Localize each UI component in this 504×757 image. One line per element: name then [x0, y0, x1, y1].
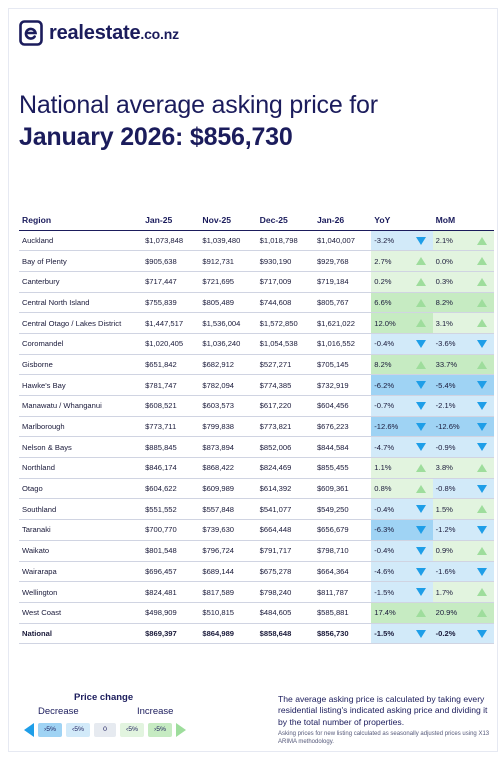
cell-jan25: $700,770 — [142, 520, 199, 541]
cell-mom-value: -12.6% — [435, 422, 460, 432]
cell-mom-value: -0.2% — [435, 628, 456, 638]
cell-jan26: $719,184 — [314, 271, 371, 292]
brand-logo[interactable] — [19, 20, 179, 46]
down-arrow-icon — [477, 485, 487, 493]
cell-region: Coromandel — [19, 333, 142, 354]
cell-mom — [433, 396, 494, 417]
up-arrow-icon — [477, 588, 487, 596]
cell-yoy-value: 6.6% — [374, 297, 392, 307]
cell-nov25: $557,848 — [199, 499, 256, 520]
cell-yoy — [371, 354, 432, 375]
up-arrow-icon — [416, 609, 426, 617]
table-row — [19, 458, 494, 479]
cell-yoy-value: -4.7% — [374, 442, 395, 452]
cell-dec25: $527,271 — [257, 354, 314, 375]
cell-dec25: $541,077 — [257, 499, 314, 520]
header-dec25: Dec-25 — [257, 210, 314, 230]
up-arrow-icon — [416, 485, 426, 493]
brand-name: realestate — [49, 21, 141, 44]
table-row — [19, 437, 494, 458]
cell-yoy-value: 8.2% — [374, 359, 392, 369]
cell-nov25: $817,589 — [199, 582, 256, 603]
down-arrow-icon — [477, 443, 487, 451]
cell-yoy-value: -0.4% — [374, 546, 395, 556]
cell-yoy-value: -6.2% — [374, 380, 395, 390]
cell-mom — [433, 292, 494, 313]
header-nov25: Nov-25 — [199, 210, 256, 230]
cell-mom-value: -0.9% — [435, 442, 456, 452]
cell-yoy — [371, 396, 432, 417]
down-arrow-icon — [477, 568, 487, 576]
cell-region: National — [19, 623, 142, 644]
cell-yoy — [371, 499, 432, 520]
table-row — [19, 602, 494, 623]
up-arrow-icon — [477, 547, 487, 555]
cell-nov25: $1,536,004 — [199, 313, 256, 334]
down-arrow-icon — [416, 588, 426, 596]
cell-jan26: $676,223 — [314, 416, 371, 437]
down-arrow-icon — [416, 237, 426, 245]
down-arrow-icon — [477, 423, 487, 431]
cell-dec25: $791,717 — [257, 540, 314, 561]
up-arrow-icon — [416, 299, 426, 307]
cell-nov25: $796,724 — [199, 540, 256, 561]
down-arrow-icon — [477, 340, 487, 348]
legend-cell-strong-increase: ›5% — [148, 723, 172, 737]
cell-mom-value: -2.1% — [435, 401, 456, 411]
infographic-card — [8, 8, 498, 752]
cell-mom-value: 8.2% — [435, 297, 453, 307]
cell-jan25: $551,552 — [142, 499, 199, 520]
cell-jan26: $1,016,552 — [314, 333, 371, 354]
down-arrow-icon — [416, 402, 426, 410]
cell-jan25: $1,447,517 — [142, 313, 199, 334]
price-change-legend — [24, 722, 186, 737]
table-row — [19, 271, 494, 292]
cell-mom-value: 20.9% — [435, 608, 458, 618]
cell-mom — [433, 602, 494, 623]
cell-jan26: $705,145 — [314, 354, 371, 375]
cell-yoy-value: -1.5% — [374, 628, 395, 638]
cell-region: Central North Island — [19, 292, 142, 313]
cell-jan26: $856,730 — [314, 623, 371, 644]
cell-mom-value: 0.3% — [435, 277, 453, 287]
table-row — [19, 561, 494, 582]
up-arrow-icon — [416, 464, 426, 472]
legend-decrease-label: Decrease — [38, 706, 79, 717]
down-arrow-icon — [477, 402, 487, 410]
cell-dec25: $614,392 — [257, 478, 314, 499]
cell-jan25: $781,747 — [142, 375, 199, 396]
cell-mom — [433, 375, 494, 396]
table-row — [19, 540, 494, 561]
cell-mom-value: -1.2% — [435, 525, 456, 535]
cell-dec25: $824,469 — [257, 458, 314, 479]
logo-e-icon — [19, 20, 43, 46]
cell-jan26: $656,679 — [314, 520, 371, 541]
cell-yoy — [371, 251, 432, 272]
cell-mom-value: 0.9% — [435, 546, 453, 556]
cell-region: Hawke's Bay — [19, 375, 142, 396]
down-arrow-icon — [416, 340, 426, 348]
table-row — [19, 292, 494, 313]
cell-jan26: $855,455 — [314, 458, 371, 479]
cell-jan25: $885,845 — [142, 437, 199, 458]
cell-nov25: $1,036,240 — [199, 333, 256, 354]
cell-dec25: $717,009 — [257, 271, 314, 292]
cell-nov25: $739,630 — [199, 520, 256, 541]
cell-mom — [433, 458, 494, 479]
cell-nov25: $799,838 — [199, 416, 256, 437]
down-arrow-icon — [416, 443, 426, 451]
legend-increase-label: Increase — [137, 706, 174, 717]
down-arrow-icon — [416, 381, 426, 389]
cell-nov25: $782,094 — [199, 375, 256, 396]
cell-jan26: $844,584 — [314, 437, 371, 458]
cell-jan26: $1,040,007 — [314, 230, 371, 251]
cell-mom — [433, 416, 494, 437]
cell-yoy — [371, 520, 432, 541]
cell-dec25: $675,278 — [257, 561, 314, 582]
cell-yoy-value: -1.5% — [374, 587, 395, 597]
legend-cell-decrease: ‹5% — [66, 723, 90, 737]
cell-yoy-value: 2.7% — [374, 256, 392, 266]
up-arrow-icon — [416, 361, 426, 369]
cell-mom — [433, 540, 494, 561]
cell-dec25: $798,240 — [257, 582, 314, 603]
cell-yoy — [371, 292, 432, 313]
cell-jan25: $801,548 — [142, 540, 199, 561]
cell-region: Wairarapa — [19, 561, 142, 582]
cell-jan25: $755,839 — [142, 292, 199, 313]
header-jan25: Jan-25 — [142, 210, 199, 230]
cell-mom — [433, 623, 494, 644]
table-row — [19, 520, 494, 541]
header-region: Region — [19, 210, 142, 230]
cell-mom — [433, 520, 494, 541]
down-arrow-icon — [416, 505, 426, 513]
cell-jan25: $1,073,848 — [142, 230, 199, 251]
cell-nov25: $609,989 — [199, 478, 256, 499]
cell-jan26: $664,364 — [314, 561, 371, 582]
cell-mom — [433, 251, 494, 272]
increase-arrow-icon — [176, 723, 186, 737]
cell-yoy — [371, 375, 432, 396]
legend-title: Price change — [74, 692, 134, 703]
cell-jan26: $549,250 — [314, 499, 371, 520]
cell-yoy — [371, 582, 432, 603]
up-arrow-icon — [477, 609, 487, 617]
legend-cell-strong-decrease: ›5% — [38, 723, 62, 737]
table-row — [19, 230, 494, 251]
cell-yoy — [371, 478, 432, 499]
up-arrow-icon — [416, 319, 426, 327]
cell-region: Canterbury — [19, 271, 142, 292]
table-row — [19, 251, 494, 272]
cell-nov25: $721,695 — [199, 271, 256, 292]
up-arrow-icon — [416, 257, 426, 265]
cell-nov25: $510,815 — [199, 602, 256, 623]
cell-yoy-value: -3.2% — [374, 235, 395, 245]
cell-jan26: $798,710 — [314, 540, 371, 561]
up-arrow-icon — [416, 278, 426, 286]
down-arrow-icon — [416, 630, 426, 638]
table-row — [19, 623, 494, 644]
cell-nov25: $868,422 — [199, 458, 256, 479]
cell-region: Taranaki — [19, 520, 142, 541]
table-body — [19, 230, 494, 644]
table-row — [19, 499, 494, 520]
up-arrow-icon — [477, 278, 487, 286]
cell-yoy-value: 1.1% — [374, 463, 392, 473]
cell-mom-value: -0.8% — [435, 484, 456, 494]
down-arrow-icon — [416, 547, 426, 555]
cell-mom — [433, 478, 494, 499]
page-title-line1: National average asking price for — [19, 91, 378, 119]
table-row — [19, 582, 494, 603]
cell-mom — [433, 333, 494, 354]
cell-mom-value: 1.5% — [435, 504, 453, 514]
cell-mom-value: 33.7% — [435, 359, 458, 369]
cell-dec25: $774,385 — [257, 375, 314, 396]
table-row — [19, 354, 494, 375]
table-row — [19, 478, 494, 499]
cell-yoy — [371, 313, 432, 334]
cell-nov25: $603,573 — [199, 396, 256, 417]
cell-mom — [433, 271, 494, 292]
cell-nov25: $912,731 — [199, 251, 256, 272]
header-jan26: Jan-26 — [314, 210, 371, 230]
asking-price-table — [19, 210, 494, 644]
cell-jan26: $732,919 — [314, 375, 371, 396]
cell-jan26: $604,456 — [314, 396, 371, 417]
cell-nov25: $864,989 — [199, 623, 256, 644]
legend-cell-increase: ‹5% — [120, 723, 144, 737]
cell-dec25: $773,821 — [257, 416, 314, 437]
cell-mom — [433, 561, 494, 582]
cell-mom-value: 3.1% — [435, 318, 453, 328]
cell-mom-value: -5.4% — [435, 380, 456, 390]
cell-region: Auckland — [19, 230, 142, 251]
table-row — [19, 396, 494, 417]
cell-yoy — [371, 416, 432, 437]
down-arrow-icon — [416, 568, 426, 576]
cell-nov25: $805,489 — [199, 292, 256, 313]
cell-dec25: $664,448 — [257, 520, 314, 541]
cell-yoy-value: -12.6% — [374, 422, 399, 432]
cell-yoy-value: 17.4% — [374, 608, 396, 618]
up-arrow-icon — [477, 319, 487, 327]
cell-jan25: $846,174 — [142, 458, 199, 479]
cell-yoy — [371, 230, 432, 251]
cell-yoy-value: 12.0% — [374, 318, 396, 328]
cell-jan26: $1,621,022 — [314, 313, 371, 334]
cell-dec25: $1,054,538 — [257, 333, 314, 354]
cell-yoy — [371, 623, 432, 644]
cell-region: Wellington — [19, 582, 142, 603]
decrease-arrow-icon — [24, 723, 34, 737]
cell-mom — [433, 354, 494, 375]
cell-yoy-value: -0.4% — [374, 504, 395, 514]
cell-region: Nelson & Bays — [19, 437, 142, 458]
cell-jan25: $498,909 — [142, 602, 199, 623]
cell-jan25: $824,481 — [142, 582, 199, 603]
cell-yoy-value: 0.8% — [374, 484, 392, 494]
cell-nov25: $1,039,480 — [199, 230, 256, 251]
cell-jan25: $869,397 — [142, 623, 199, 644]
cell-mom-value: 3.8% — [435, 463, 453, 473]
up-arrow-icon — [477, 299, 487, 307]
cell-dec25: $852,006 — [257, 437, 314, 458]
table-row — [19, 416, 494, 437]
cell-yoy-value: -0.4% — [374, 339, 395, 349]
cell-yoy-value: -4.6% — [374, 566, 395, 576]
header-yoy: YoY — [371, 210, 432, 230]
methodology-footnote: Asking prices for new listing calculated as seasonally adjusted prices using X13 ARIMA methodology. — [278, 731, 490, 745]
down-arrow-icon — [416, 526, 426, 534]
cell-yoy-value: -0.7% — [374, 401, 395, 411]
up-arrow-icon — [477, 464, 487, 472]
cell-dec25: $1,572,850 — [257, 313, 314, 334]
cell-region: Manawatu / Whanganui — [19, 396, 142, 417]
cell-jan25: $905,638 — [142, 251, 199, 272]
cell-yoy-value: 0.2% — [374, 277, 392, 287]
table-row — [19, 333, 494, 354]
page-title-line2: January 2026: $856,730 — [19, 123, 293, 151]
cell-jan26: $811,787 — [314, 582, 371, 603]
down-arrow-icon — [477, 381, 487, 389]
cell-yoy — [371, 540, 432, 561]
cell-yoy — [371, 437, 432, 458]
up-arrow-icon — [477, 257, 487, 265]
cell-mom — [433, 230, 494, 251]
cell-jan25: $604,622 — [142, 478, 199, 499]
cell-yoy — [371, 271, 432, 292]
cell-jan25: $1,020,405 — [142, 333, 199, 354]
cell-mom-value: -1.6% — [435, 566, 456, 576]
header-mom: MoM — [433, 210, 494, 230]
cell-jan26: $585,881 — [314, 602, 371, 623]
cell-jan25: $773,711 — [142, 416, 199, 437]
cell-region: Bay of Plenty — [19, 251, 142, 272]
cell-mom-value: -3.6% — [435, 339, 456, 349]
cell-region: West Coast — [19, 602, 142, 623]
cell-mom-value: 0.0% — [435, 256, 453, 266]
table-header-row — [19, 210, 494, 230]
table-row — [19, 313, 494, 334]
cell-nov25: $682,912 — [199, 354, 256, 375]
up-arrow-icon — [477, 505, 487, 513]
cell-dec25: $744,608 — [257, 292, 314, 313]
cell-mom — [433, 313, 494, 334]
cell-mom-value: 1.7% — [435, 587, 453, 597]
cell-region: Otago — [19, 478, 142, 499]
cell-mom — [433, 437, 494, 458]
cell-dec25: $858,648 — [257, 623, 314, 644]
down-arrow-icon — [416, 423, 426, 431]
cell-region: Southland — [19, 499, 142, 520]
down-arrow-icon — [477, 526, 487, 534]
cell-jan25: $651,842 — [142, 354, 199, 375]
cell-jan26: $609,361 — [314, 478, 371, 499]
table-row — [19, 375, 494, 396]
cell-region: Northland — [19, 458, 142, 479]
cell-yoy-value: -6.3% — [374, 525, 395, 535]
cell-region: Marlborough — [19, 416, 142, 437]
cell-mom — [433, 582, 494, 603]
cell-nov25: $873,894 — [199, 437, 256, 458]
down-arrow-icon — [477, 630, 487, 638]
up-arrow-icon — [477, 237, 487, 245]
cell-jan26: $929,768 — [314, 251, 371, 272]
cell-mom-value: 2.1% — [435, 235, 453, 245]
cell-jan25: $608,521 — [142, 396, 199, 417]
cell-region: Gisborne — [19, 354, 142, 375]
cell-region: Central Otago / Lakes District — [19, 313, 142, 334]
cell-dec25: $930,190 — [257, 251, 314, 272]
cell-dec25: $1,018,798 — [257, 230, 314, 251]
cell-mom — [433, 499, 494, 520]
cell-jan26: $805,767 — [314, 292, 371, 313]
cell-yoy — [371, 333, 432, 354]
cell-dec25: $484,605 — [257, 602, 314, 623]
legend-cell-zero: 0 — [94, 723, 116, 737]
up-arrow-icon — [477, 361, 487, 369]
cell-yoy — [371, 561, 432, 582]
cell-jan25: $696,457 — [142, 561, 199, 582]
cell-nov25: $689,144 — [199, 561, 256, 582]
cell-region: Waikato — [19, 540, 142, 561]
methodology-note: The average asking price is calculated by taking every residential listing's indicated asking price and dividing it by the total number of properties. — [278, 694, 488, 727]
brand-tld: .co.nz — [140, 25, 179, 42]
cell-dec25: $617,220 — [257, 396, 314, 417]
cell-jan25: $717,447 — [142, 271, 199, 292]
cell-yoy — [371, 458, 432, 479]
cell-yoy — [371, 602, 432, 623]
